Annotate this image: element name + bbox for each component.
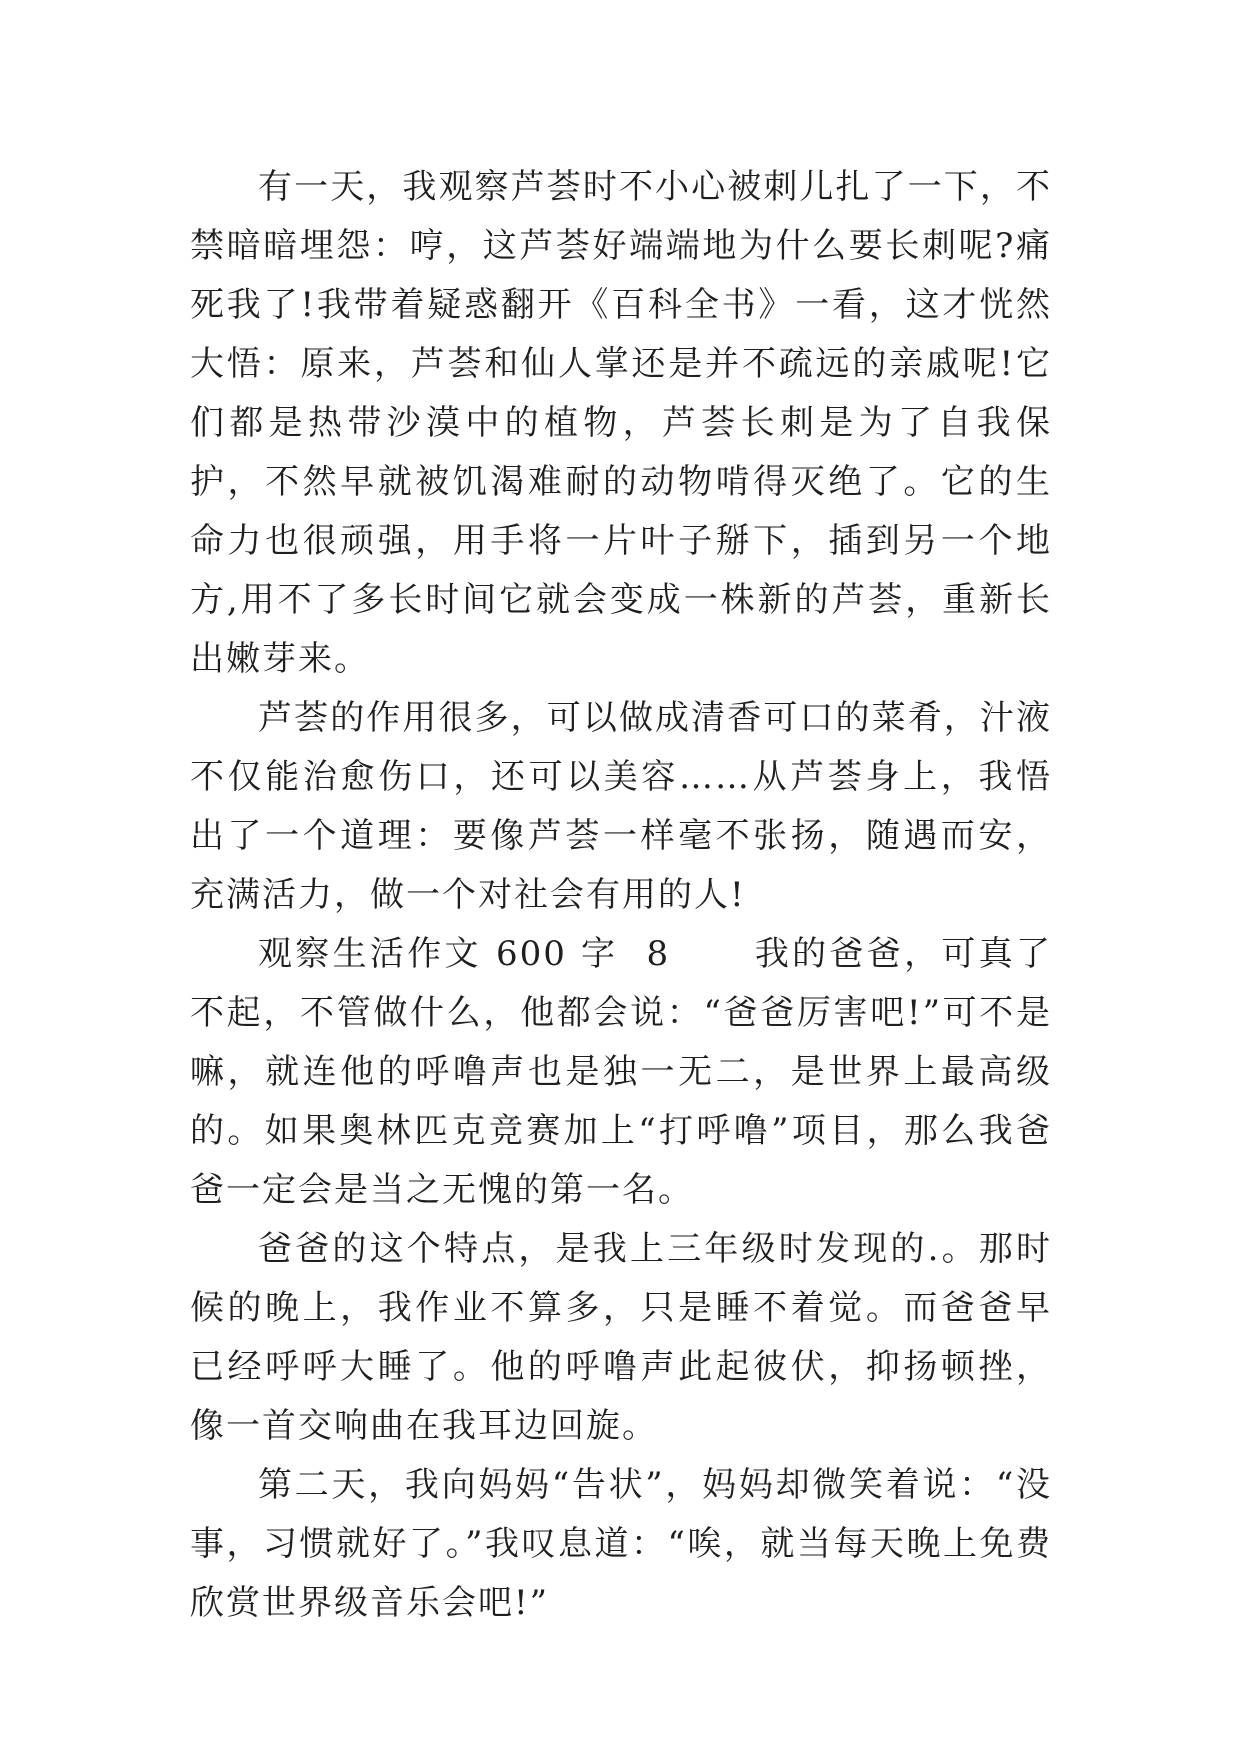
paragraph-next-day: 第二天，我向妈妈“告状”，妈妈却微笑着说：“没事，习惯就好了。”我叹息道：“唉，就当每天晚上免费欣赏世界级音乐会吧!” — [190, 1465, 1052, 1623]
paragraph-aloe-thorns: 有一天，我观察芦荟时不小心被刺儿扎了一下，不禁暗暗埋怨：哼，这芦荟好端端地为什么要长刺呢?痛死我了!我带着疑惑翻开《百科全书》一看，这才恍然大悟：原来，芦荟和仙人掌还是并不疏远的亲戚呢!它们都是热带沙漠中的植物，芦荟长刺是为了自我保护，不然早就被饥渴难耐的动物啃得灭绝了。它的生命力也很顽强，用手将一片叶子掰下，插到另一个地方,用不了多长时间它就会变成一株新的芦荟，重新长出嫩芽来。 — [190, 167, 1052, 679]
paragraph-dad-snoring: 爸爸的这个特点，是我上三年级时发现的.。那时候的晚上，我作业不算多，只是睡不着觉。而爸爸早已经呼呼大睡了。他的呼噜声此起彼伏，抑扬顿挫，像一首交响曲在我耳边回旋。 — [190, 1229, 1052, 1446]
document-body — [190, 158, 1052, 1633]
paragraph-essay-8-intro: 观察生活作文 600 字 8 我的爸爸，可真了不起，不管做什么，他都会说：“爸爸厉害吧!”可不是嘛，就连他的呼噜声也是独一无二，是世界上最高级的。如果奥林匹克竞赛加上“打呼噜”项目，那么我爸爸一定会是当之无愧的第一名。 — [190, 934, 1052, 1210]
paragraph-aloe-uses: 芦荟的作用很多，可以做成清香可口的菜肴，汁液不仅能治愈伤口，还可以美容……从芦荟身上，我悟出了一个道理：要像芦荟一样毫不张扬，随遇而安，充满活力，做一个对社会有用的人! — [190, 698, 1052, 915]
